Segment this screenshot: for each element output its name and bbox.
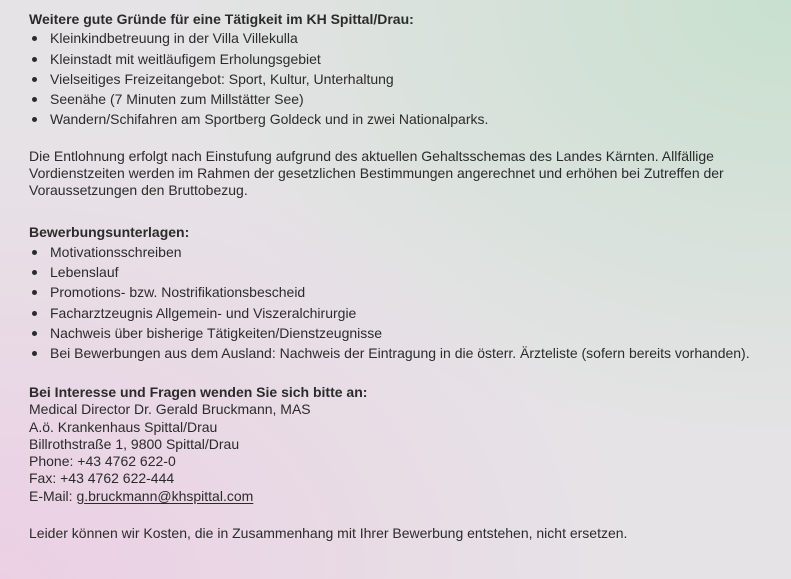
- documents-heading: Bewerbungsunterlagen:: [29, 224, 190, 241]
- reasons-list: [29, 30, 769, 128]
- documents-list: [29, 244, 769, 362]
- list-item: Kleinkindbetreuung in der Villa Villekulla: [29, 30, 769, 47]
- contact-email-line: [29, 488, 769, 505]
- job-ad-details: [29, 10, 769, 542]
- list-item: Lebenslauf: [29, 264, 769, 281]
- contact-address: Billrothstraße 1, 9800 Spittal/Drau: [29, 435, 240, 452]
- list-item: Wandern/Schifahren am Sportberg Goldeck und in zwei Nationalparks.: [29, 111, 769, 128]
- list-item: Nachweis über bisherige Tätigkeiten/Dienstzeugnisse: [29, 325, 769, 342]
- list-item: Facharztzeugnis Allgemein- und Viszeralchirurgie: [29, 305, 769, 322]
- list-item: Kleinstadt mit weitläufigem Erholungsgebiet: [29, 51, 769, 68]
- list-item: Vielseitiges Freizeitangebot: Sport, Kultur, Unterhaltung: [29, 71, 769, 88]
- contact-email-link[interactable]: g.bruckmann@khspittal.com: [76, 487, 254, 504]
- contact-email-label: E-Mail:: [29, 487, 77, 504]
- list-item: Motivationsschreiben: [29, 244, 769, 261]
- salary-paragraph: Die Entlohnung erfolgt nach Einstufung aufgrund des aktuellen Gehaltsschemas des Landes Kärnten. Allfällige Vordienstzeiten werden im Rahmen der gesetzlichen Bestimmungen angerechnet und erhöhen bei Zutreffen der Voraussetzungen den Bruttobezug.: [29, 148, 724, 199]
- list-item: Bei Bewerbungen aus dem Ausland: Nachweis der Eintragung in die österr. Ärzteliste (sofern bereits vorhanden).: [29, 345, 769, 362]
- list-item: Promotions- bzw. Nostrifikationsbescheid: [29, 284, 769, 301]
- reasons-heading: Weitere gute Gründe für eine Tätigkeit im KH Spittal/Drau:: [29, 11, 414, 27]
- contact-organization: A.ö. Krankenhaus Spittal/Drau: [29, 418, 218, 435]
- cost-disclaimer: Leider können wir Kosten, die in Zusammenhang mit Ihrer Bewerbung entstehen, nicht ersetzen.: [29, 525, 628, 542]
- contact-phone: Phone: +43 4762 622-0: [29, 453, 176, 470]
- contact-fax: Fax: +43 4762 622-444: [29, 470, 175, 487]
- list-item: Seenähe (7 Minuten zum Millstätter See): [29, 91, 769, 108]
- contact-heading: Bei Interesse und Fragen wenden Sie sich bitte an:: [29, 384, 368, 401]
- contact-name: Medical Director Dr. Gerald Bruckmann, MAS: [29, 401, 311, 418]
